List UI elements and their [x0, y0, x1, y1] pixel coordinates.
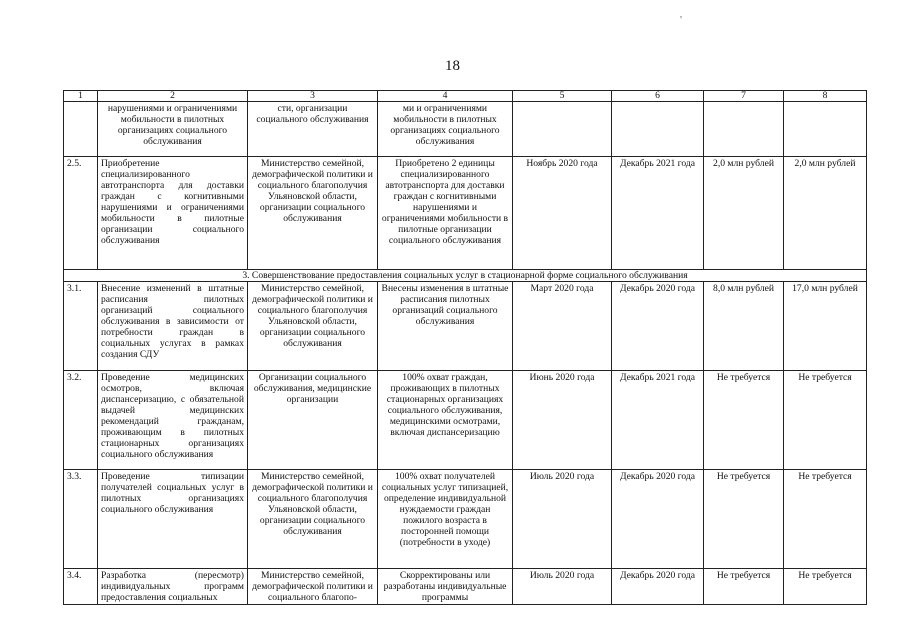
start-date-cell: Июнь 2020 года	[513, 371, 612, 470]
result-cell: Скорректированы или разработаны индивидуальные программы	[378, 569, 513, 605]
funding-cell	[784, 102, 867, 157]
header-cell: 7	[704, 91, 784, 102]
executor-cell: Министерство семейной, демографической политики и социального благополучия Ульяновской области, организации социального обслуживания	[248, 470, 378, 569]
measure-cell: Разработка (пересмотр) индивидуальных программ предоставления социальных	[98, 569, 248, 605]
header-cell: 5	[513, 91, 612, 102]
end-date-cell	[612, 102, 704, 157]
measure-cell: Проведение типизации получателей социальных услуг в пилотных организациях социального обслуживания	[98, 470, 248, 569]
header-cell: 8	[784, 91, 867, 102]
funding-cell: Не требуется	[784, 569, 867, 605]
start-date-cell: Июль 2020 года	[513, 470, 612, 569]
header-cell: 3	[248, 91, 378, 102]
table-row	[64, 157, 867, 270]
row-number: 2.5.	[64, 157, 98, 270]
measure-cell: Проведение медицинских осмотров, включая диспансеризацию, с обязательной выдачей медицинских рекомендаций гражданам, проживающим в пилотных стационарных организациях социального обслуживания	[98, 371, 248, 470]
result-cell: Приобретено 2 единицы специализированного автотранспорта для доставки граждан с когнитивными нарушениями и ограничениями мобильности в пилотные организации социального обслуживания	[378, 157, 513, 270]
funding-cell: 17,0 млн рублей	[784, 282, 867, 371]
result-cell: ми и ограничениями мобильности в пилотных организациях социального обслуживания	[378, 102, 513, 157]
table-row	[64, 470, 867, 569]
funding-cell: Не требуется	[704, 470, 784, 569]
funding-cell: Не требуется	[784, 371, 867, 470]
funding-cell: 2,0 млн рублей	[704, 157, 784, 270]
row-number	[64, 102, 98, 157]
measure-cell: нарушениями и ограничениями мобильности в пилотных организациях социального обслуживания	[98, 102, 248, 157]
row-number: 3.2.	[64, 371, 98, 470]
row-number: 3.3.	[64, 470, 98, 569]
result-cell: Внесены изменения в штатные расписания пилотных организаций социального обслуживания	[378, 282, 513, 371]
start-date-cell	[513, 102, 612, 157]
stray-mark: '	[680, 14, 682, 26]
end-date-cell: Декабрь 2020 года	[612, 282, 704, 371]
end-date-cell: Декабрь 2021 года	[612, 371, 704, 470]
header-cell: 4	[378, 91, 513, 102]
executor-cell: сти, организации социального обслуживания	[248, 102, 378, 157]
row-number: 3.4.	[64, 569, 98, 605]
row-number: 3.1.	[64, 282, 98, 371]
header-cell: 2	[98, 91, 248, 102]
table-row	[64, 282, 867, 371]
end-date-cell: Декабрь 2020 года	[612, 470, 704, 569]
funding-cell: 2,0 млн рублей	[784, 157, 867, 270]
measure-cell: Приобретение специализированного автотранспорта для доставки граждан с когнитивными нарушениями и ограничениями мобильности в пилотные организации социального обслуживания	[98, 157, 248, 270]
section-row	[64, 270, 867, 282]
executor-cell: Министерство семейной, демографической политики и социального благополучия Ульяновской области, организации социального обслуживания	[248, 157, 378, 270]
section-title: 3. Совершенствование предоставления социальных услуг в стационарной форме социального обслуживания	[64, 270, 867, 282]
funding-cell: 8,0 млн рублей	[704, 282, 784, 371]
start-date-cell: Ноябрь 2020 года	[513, 157, 612, 270]
measure-cell: Внесение изменений в штатные расписания пилотных организаций социального обслуживания в зависимости от потребности граждан в социальных услугах в рамках создания СДУ	[98, 282, 248, 371]
end-date-cell: Декабрь 2020 года	[612, 569, 704, 605]
plan-table	[63, 90, 867, 605]
table-row	[64, 371, 867, 470]
executor-cell: Министерство семейной, демографической политики и социального благополучия Ульяновской области, организации социального обслуживания	[248, 282, 378, 371]
result-cell: 100% охват получателей социальных услуг типизацией, определение индивидуальной нуждаемости граждан пожилого возраста в посторонней помощи (потребности в уходе)	[378, 470, 513, 569]
header-cell: 1	[64, 91, 98, 102]
executor-cell: Министерство семейной, демографической политики и социального благопо-	[248, 569, 378, 605]
header-row	[64, 91, 867, 102]
header-cell: 6	[612, 91, 704, 102]
table-row	[64, 102, 867, 157]
funding-cell: Не требуется	[704, 569, 784, 605]
start-date-cell: Март 2020 года	[513, 282, 612, 371]
page-number: 18	[445, 58, 460, 74]
funding-cell: Не требуется	[784, 470, 867, 569]
end-date-cell: Декабрь 2021 года	[612, 157, 704, 270]
result-cell: 100% охват граждан, проживающих в пилотных стационарных организациях социального обслуживания, медицинскими осмотрами, включая диспансеризацию	[378, 371, 513, 470]
funding-cell	[704, 102, 784, 157]
funding-cell: Не требуется	[704, 371, 784, 470]
start-date-cell: Июль 2020 года	[513, 569, 612, 605]
table-row	[64, 569, 867, 605]
executor-cell: Организации социального обслуживания, медицинские организации	[248, 371, 378, 470]
